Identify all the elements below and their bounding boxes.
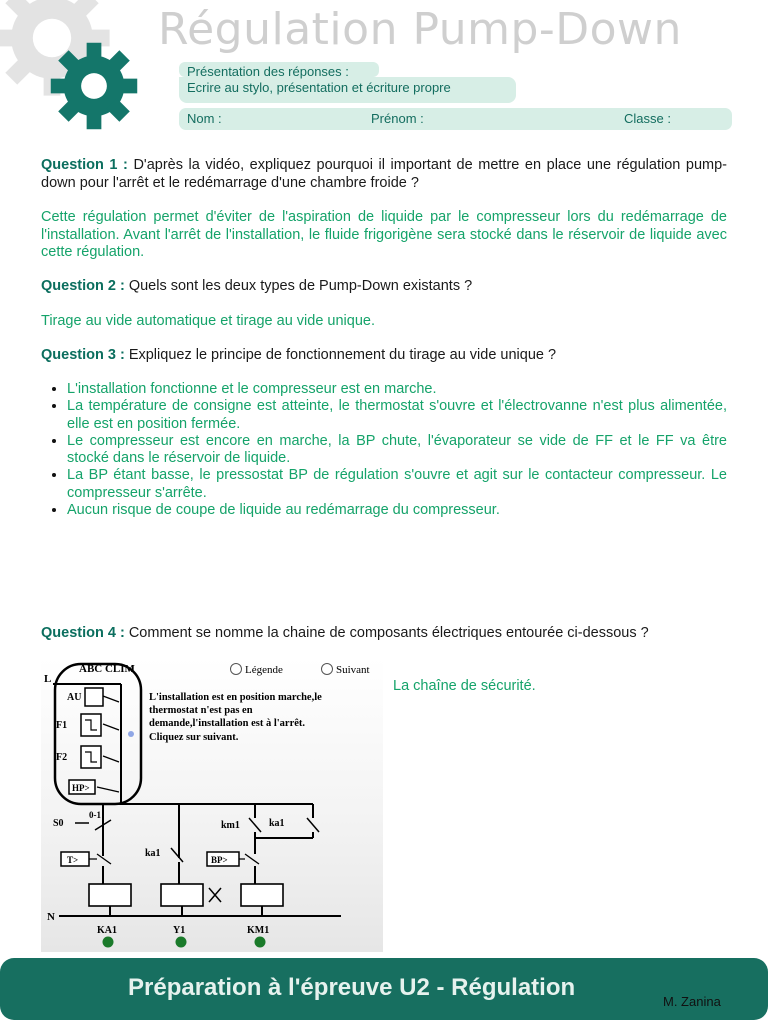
coil-ka1: [89, 884, 131, 906]
thermostat-label: T>: [67, 855, 79, 865]
circuit-brand: ABC CLIM: [79, 663, 135, 675]
question-1-text: D'après la vidéo, expliquez pourquoi il important de mettre en place une régulation pump-down pour l'arrêt et le redémarrage d'une chambre froide ?: [41, 157, 727, 191]
coil-ka1-label: KA1: [97, 925, 117, 936]
hp-label: HP>: [72, 783, 90, 793]
answer-3-list: [41, 381, 727, 519]
km1-contact-label: km1: [221, 820, 240, 831]
legend-radio[interactable]: [231, 664, 242, 675]
footer-title: Préparation à l'épreuve U2 - Régulation: [128, 974, 576, 1001]
nom-label: Nom :: [187, 111, 222, 126]
next-label[interactable]: Suivant: [336, 664, 370, 676]
page-title: Régulation Pump-Down: [158, 4, 682, 55]
list-item: • La température de consigne est atteinte, le thermostat s'ouvre et l'électrovanne n'est plus alimentée, elle est en position fermée.: [67, 398, 727, 433]
ka1-contact2-label: ka1: [269, 818, 285, 829]
answer-1: Cette régulation permet d'éviter de l'aspiration de liquide par le compresseur lors du redémarrage de l'installation. Avant l'arrêt de l'installation, le fluide frigorigène sera stocké dans le réservoir de liquide avec cette régulation.: [41, 209, 727, 260]
legend-label[interactable]: Légende: [245, 664, 283, 676]
s0-label: S0: [53, 818, 64, 829]
list-item: • Aucun risque de coupe de liquide au redémarrage du compresseur.: [67, 502, 727, 519]
gear-icon: [48, 40, 140, 132]
question-2-text: Quels sont les deux types de Pump-Down existants ?: [124, 278, 473, 294]
question-3-text: Expliquez le principe de fonctionnement du tirage au vide unique ?: [124, 347, 557, 363]
question-4-label: Question 4 :: [41, 625, 125, 641]
circuit-diagram: [41, 658, 383, 952]
answer-4: La chaîne de sécurité.: [393, 678, 536, 694]
circuit-message-line: L'installation est en position marche,le: [149, 692, 322, 703]
f1-label: F1: [56, 720, 68, 731]
question-4: [41, 625, 727, 643]
au-label: AU: [67, 692, 82, 703]
question-2-label: Question 2 :: [41, 278, 125, 294]
coil-y1: [161, 884, 203, 906]
km1-indicator: [255, 937, 266, 948]
circuit-message-line: Cliquez sur suivant.: [149, 732, 239, 743]
circuit-message-line: demande,l'installation est à l'arrêt.: [149, 718, 306, 729]
ka1-indicator: [103, 937, 114, 948]
bp-label: BP>: [211, 855, 228, 865]
list-item: • Le compresseur est encore en marche, la BP chute, l'évaporateur se vide de FF et le FF va être stocké dans le réservoir de liquide.: [67, 433, 727, 468]
answer-2: Tirage au vide automatique et tirage au vide unique.: [41, 313, 375, 329]
ka1-contact-label: ka1: [145, 848, 161, 859]
list-item: • La BP étant basse, le pressostat BP de régulation s'ouvre et agit sur le contacteur compresseur. Le compresseur s'arrête.: [67, 467, 727, 502]
line-n-label: N: [47, 911, 55, 923]
classe-label: Classe :: [624, 111, 671, 126]
coil-y1-label: Y1: [173, 925, 186, 936]
question-3-label: Question 3 :: [41, 347, 125, 363]
question-3: [41, 347, 727, 365]
prenom-label: Prénom :: [371, 111, 424, 126]
presentation-label: Présentation des réponses :: [187, 64, 349, 79]
y1-indicator: [176, 937, 187, 948]
question-1: [41, 157, 727, 192]
question-2: [41, 278, 727, 296]
coil-km1: [241, 884, 283, 906]
s0-position-label: 0-1: [89, 810, 101, 820]
line-l-label: L: [44, 673, 52, 685]
question-4-text: Comment se nomme la chaine de composants électriques entourée ci-dessous ?: [124, 625, 649, 641]
list-item: • L'installation fonctionne et le compresseur est en marche.: [67, 381, 727, 398]
author-name: M. Zanina: [663, 994, 721, 1009]
coil-km1-label: KM1: [247, 925, 270, 936]
presentation-instructions: Ecrire au stylo, présentation et écriture propre: [187, 80, 451, 95]
question-1-label: Question 1 :: [41, 157, 128, 173]
next-radio[interactable]: [322, 664, 333, 675]
f2-label: F2: [56, 752, 68, 763]
circuit-message-line: thermostat n'est pas en: [149, 705, 253, 716]
